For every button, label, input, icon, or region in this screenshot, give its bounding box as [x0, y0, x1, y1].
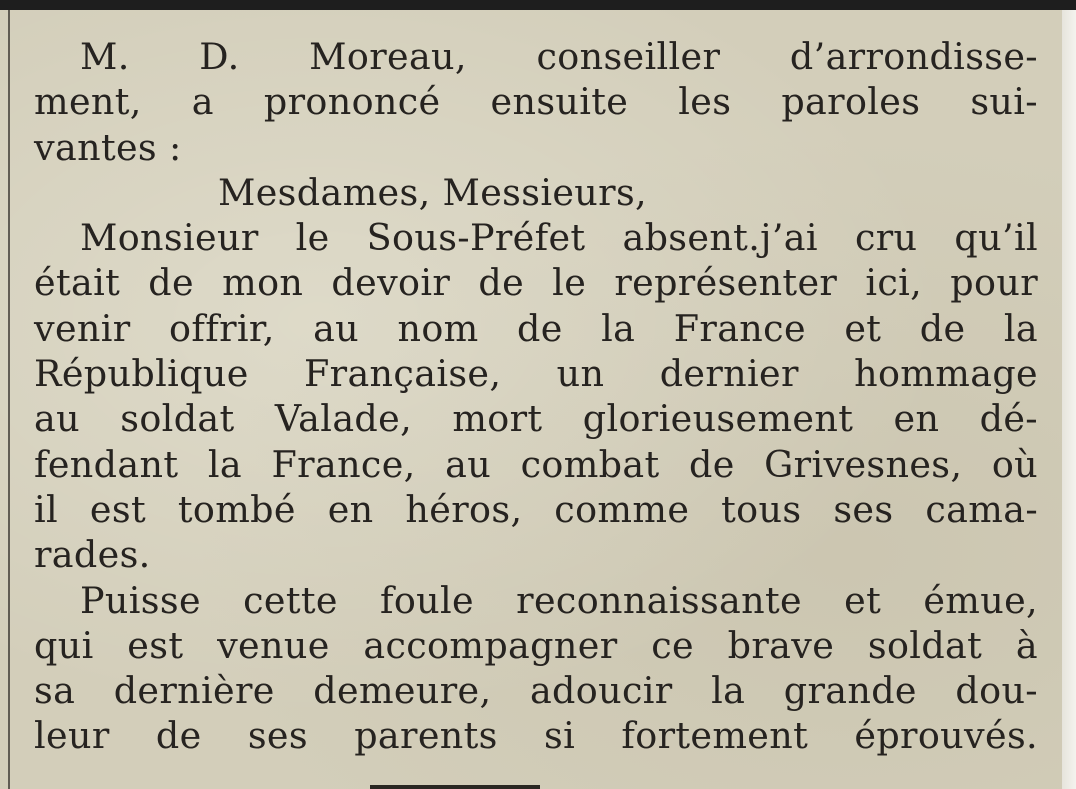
- right-margin: [1062, 10, 1076, 789]
- newspaper-scan: [0, 10, 1062, 789]
- article-line-7: venir offrir, au nom de la France et de la: [34, 306, 1038, 350]
- article-line-13: Puisse cette foule reconnaissante et émue,: [80, 578, 1038, 622]
- article-text: [34, 34, 1038, 759]
- article-line-6: était de mon devoir de le représenter ici, pour: [34, 261, 1038, 305]
- article-line-12: rades.: [34, 533, 151, 577]
- article-line-9: au soldat Valade, mort glorieusement en dé-: [34, 397, 1038, 441]
- article-line-16: leur de ses parents si fortement éprouvés.: [34, 714, 1038, 758]
- column-rule: [8, 10, 10, 789]
- salutation: Mesdames, Messieurs,: [218, 170, 647, 214]
- article-line-14: qui est venue accompagner ce brave soldat à: [34, 623, 1038, 667]
- article-line-10: fendant la France, au combat de Grivesnes, où: [34, 442, 1038, 486]
- article-line-5: Monsieur le Sous-Préfet absent.j’ai cru qu’il: [80, 216, 1038, 260]
- article-line-8: République Française, un dernier hommage: [34, 352, 1038, 396]
- article-line-3: vantes :: [34, 125, 182, 169]
- window-top-bar: [0, 0, 1076, 10]
- article-line-15: sa dernière demeure, adoucir la grande dou-: [34, 669, 1038, 713]
- bottom-rule: [370, 785, 540, 789]
- article-line-11: il est tombé en héros, comme tous ses cama-: [34, 487, 1038, 531]
- article-line-2: ment, a prononcé ensuite les paroles sui-: [34, 80, 1038, 124]
- article-line-1: M. D. Moreau, conseiller d’arrondisse-: [80, 35, 1038, 78]
